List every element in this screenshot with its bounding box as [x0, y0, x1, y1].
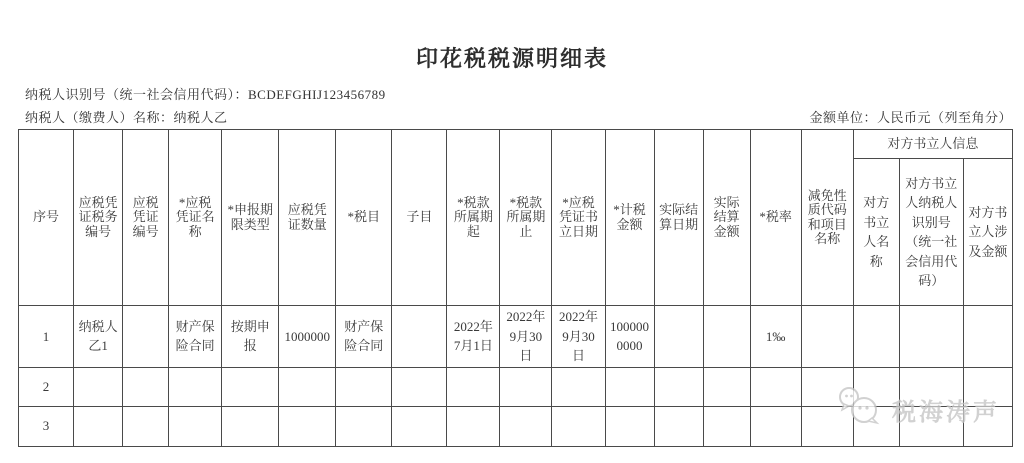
col-header-tax-item: *税目	[336, 130, 392, 306]
col-group-counterparty-info: 对方书立人信息	[853, 130, 1012, 159]
cell-filing-period-type: 按期申报	[222, 306, 279, 368]
col-header-counterparty-amount: 对方书立人涉及金额	[963, 159, 1012, 306]
page-title: 印花税税源明细表	[415, 46, 608, 71]
cell-seq: 1	[19, 306, 74, 368]
cell-counterparty-amount	[963, 306, 1012, 368]
col-header-voucher-no: 应税凭证编号	[123, 130, 169, 306]
col-header-taxable-amount: *计税金额	[605, 130, 654, 306]
cell-counterparty-amount	[963, 406, 1012, 446]
col-header-voucher-name: *应税凭证名称	[169, 130, 222, 306]
cell-period-start	[447, 367, 500, 406]
cell-sub-item	[392, 367, 447, 406]
cell-seq: 3	[19, 406, 74, 446]
cell-taxable-amount	[605, 367, 654, 406]
cell-period-end: 2022年9月30日	[500, 306, 552, 368]
cell-counterparty-amount	[963, 367, 1012, 406]
cell-reduction-code	[801, 406, 853, 446]
cell-settle-amount	[703, 367, 750, 406]
cell-voucher-no	[123, 306, 169, 368]
amount-unit-line: 金额单位：人民币元（列至角分）	[809, 110, 1012, 125]
cell-counterparty-id	[899, 306, 963, 368]
cell-counterparty-name	[853, 306, 899, 368]
table-row	[19, 406, 1013, 446]
cell-reduction-code	[801, 306, 853, 368]
cell-tax-item	[336, 367, 392, 406]
cell-voucher-tax-no	[74, 367, 123, 406]
col-header-sign-date: *应税凭证书立日期	[552, 130, 605, 306]
cell-voucher-no	[123, 406, 169, 446]
cell-period-start: 2022年7月1日	[447, 306, 500, 368]
cell-taxable-amount	[605, 406, 654, 446]
cell-voucher-name	[169, 367, 222, 406]
col-header-filing-period-type: *申报期限类型	[222, 130, 279, 306]
cell-settle-amount	[703, 406, 750, 446]
col-header-counterparty-name: 对方书立人名称	[853, 159, 899, 306]
cell-taxable-amount: 1000000000	[605, 306, 654, 368]
cell-settle-date	[654, 406, 703, 446]
cell-tax-item: 财产保险合同	[336, 306, 392, 368]
taxpayer-name-line: 纳税人（缴费人）名称：纳税人乙	[25, 110, 228, 125]
cell-sub-item	[392, 306, 447, 368]
table-row	[19, 306, 1013, 368]
cell-period-start	[447, 406, 500, 446]
stamp-tax-source-table	[18, 129, 1013, 447]
cell-sub-item	[392, 406, 447, 446]
cell-voucher-name: 财产保险合同	[169, 306, 222, 368]
col-header-settle-amount: 实际结算金额	[703, 130, 750, 306]
cell-voucher-count: 1000000	[279, 306, 336, 368]
cell-settle-amount	[703, 306, 750, 368]
header-row-top	[19, 130, 1013, 159]
col-header-sub-item: 子目	[392, 130, 447, 306]
cell-sign-date: 2022年9月30日	[552, 306, 605, 368]
col-header-seq: 序号	[19, 130, 74, 306]
cell-sign-date	[552, 406, 605, 446]
col-header-voucher-count: 应税凭证数量	[279, 130, 336, 306]
cell-voucher-name	[169, 406, 222, 446]
cell-seq: 2	[19, 367, 74, 406]
cell-counterparty-name	[853, 367, 899, 406]
cell-settle-date	[654, 306, 703, 368]
cell-settle-date	[654, 367, 703, 406]
col-header-reduction-code: 减免性质代码和项目名称	[801, 130, 853, 306]
cell-tax-rate: 1‰	[750, 306, 801, 368]
table-row	[19, 367, 1013, 406]
cell-voucher-count	[279, 406, 336, 446]
cell-filing-period-type	[222, 367, 279, 406]
cell-voucher-count	[279, 367, 336, 406]
cell-tax-rate	[750, 367, 801, 406]
cell-voucher-tax-no: 纳税人乙1	[74, 306, 123, 368]
col-header-period-end: *税款所属期止	[500, 130, 552, 306]
cell-tax-item	[336, 406, 392, 446]
cell-period-end	[500, 367, 552, 406]
col-header-counterparty-id: 对方书立人纳税人识别号（统一社会信用代码）	[899, 159, 963, 306]
cell-sign-date	[552, 367, 605, 406]
col-header-period-start: *税款所属期起	[447, 130, 500, 306]
cell-counterparty-id	[899, 406, 963, 446]
cell-counterparty-id	[899, 367, 963, 406]
cell-period-end	[500, 406, 552, 446]
col-header-settle-date: 实际结算日期	[654, 130, 703, 306]
taxpayer-id-line: 纳税人识别号（统一社会信用代码）：BCDEFGHIJ123456789	[25, 87, 386, 102]
cell-reduction-code	[801, 367, 853, 406]
watermark-text: 税海涛声	[892, 398, 1000, 426]
col-header-voucher-tax-no: 应税凭证税务编号	[74, 130, 123, 306]
col-header-tax-rate: *税率	[750, 130, 801, 306]
cell-voucher-tax-no	[74, 406, 123, 446]
cell-counterparty-name	[853, 406, 899, 446]
cell-tax-rate	[750, 406, 801, 446]
cell-filing-period-type	[222, 406, 279, 446]
cell-voucher-no	[123, 367, 169, 406]
